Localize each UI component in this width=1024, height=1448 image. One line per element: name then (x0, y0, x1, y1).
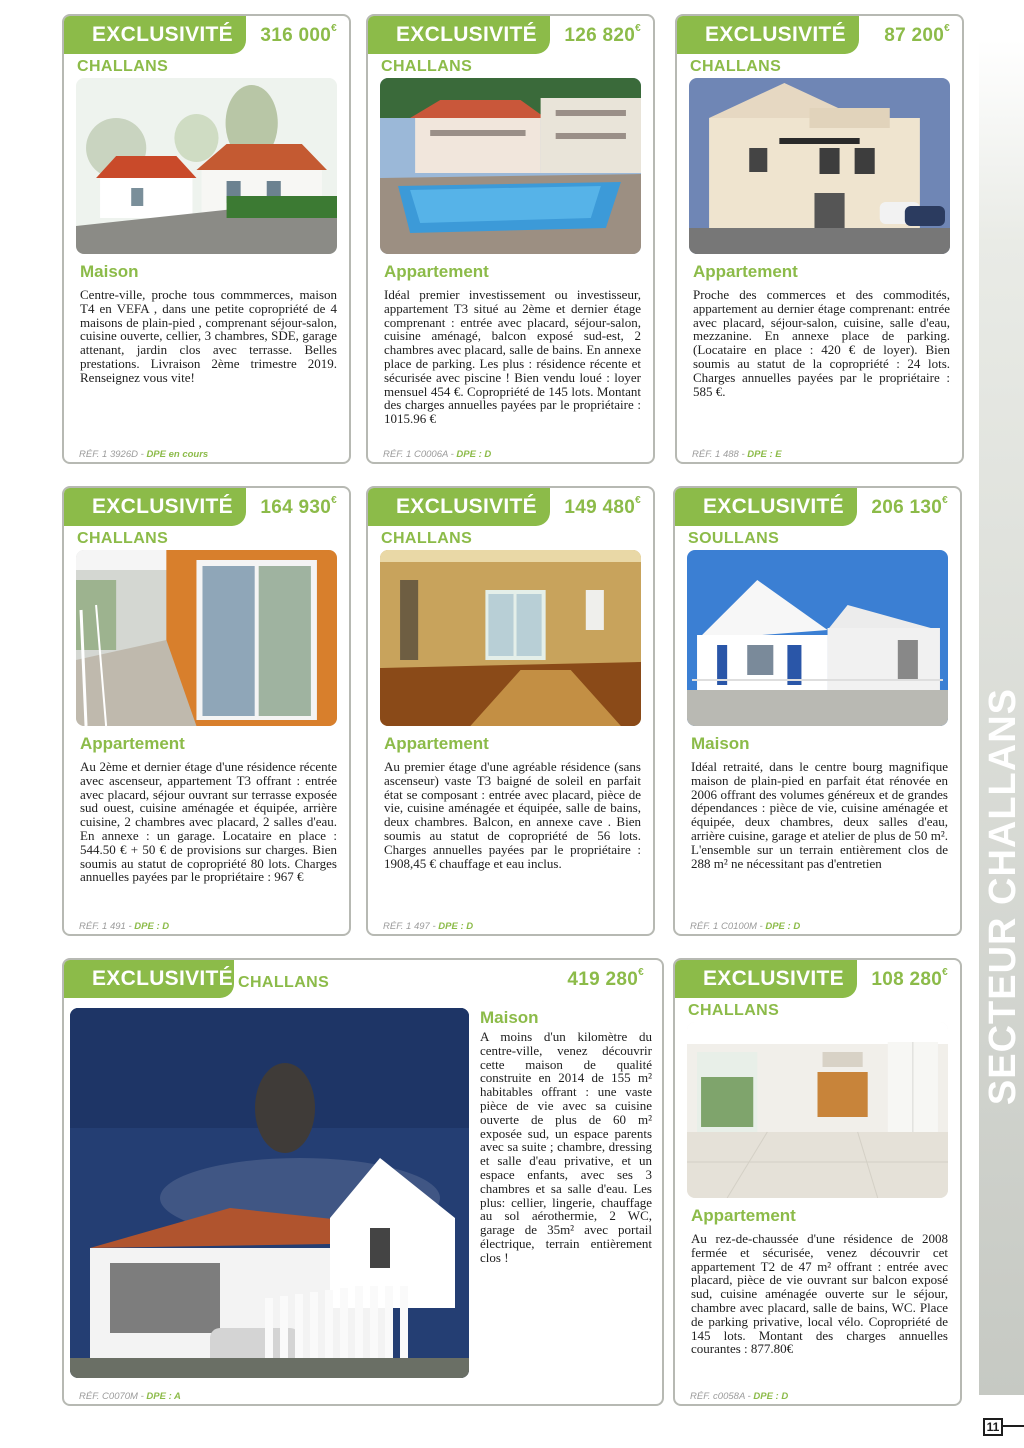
listing-card[interactable] (62, 486, 351, 936)
property-type: Appartement (691, 1206, 796, 1225)
listing-ref: RÉF. 1 488 - DPE : E (692, 449, 782, 460)
property-type: Maison (480, 1008, 539, 1027)
listing-price: 316 000€ (260, 23, 337, 46)
listing-description: Idéal premier investissement ou investisseur, appartement T3 situé au 2ème et dernier étage comprenant : entrée avec placard, séjour-salon, cuisine aménagé, balcon exposé sud-est, 2 chambres avec placard, salle de bains. En annexe place de parking. Les plus : résidence récente et sécurisée avec piscine ! Bien vendu loué : loyer mensuel 454 €. Copropriété de 145 lots. Montant des charges annuelles payées par le propriétaire : 1015.96 € (384, 287, 641, 427)
exclusivity-tag: EXCLUSIVITÉ (677, 16, 859, 54)
listing-price: 419 280€ (567, 967, 644, 990)
property-type: Maison (691, 734, 750, 753)
property-type: Appartement (693, 262, 798, 281)
listing-photo[interactable] (76, 550, 337, 726)
property-type: Appartement (384, 734, 489, 753)
listing-description: Au premier étage d'une agréable résidence (sans ascenseur) vaste T3 baigné de soleil en parfait état se composant : entrée avec placard, pièce de vie, cuisine aménagée et équipée, salle de bains, deux chambres. Balcon, en annexe cave . Bien soumis au statut de copropriété de 56 lots. Charges annuelles payées par le propriétaire : 1908,45 € chauffage et eau inclus. (384, 759, 641, 871)
listing-description: A moins d'un kilomètre du centre-ville, venez découvrir cette maison de qualité construite en 2014 de 155 m² habitables offrant : une vaste pièce de vie avec sa cuisine ouverte de plus de 60 m² exposée sud, un espace parents avec sa suite ; chambre, dressing et salle d'eau privative, et un espace enfants, avec ses 3 chambres et sa salle d'eau. Les plus: cellier, lingerie, chauffage au sol aérothermie, 2 WC, garage de 35m² avec portail électrique, terrain entièrement clos ! (480, 1029, 652, 1265)
listing-card[interactable] (366, 14, 655, 464)
listing-city: CHALLANS (381, 530, 473, 547)
listing-ref: RÉF. C0070M - DPE : A (79, 1391, 181, 1402)
listing-price: 164 930€ (260, 495, 337, 518)
listing-card[interactable] (673, 958, 962, 1406)
listing-description: Au rez-de-chaussée d'une résidence de 2008 fermée et sécurisée, venez découvrir cet appartement T2 de 47 m² offrant : entrée avec placard, pièce de vie ouvrant sur balcon exposé sud, cuisine aménagée ouverte sur le séjour, chambre avec placard, salle de bains, WC. Place de parking privative, local vélo. Copropriété de 145 lots. Montant des charges annuelles courantes : 877.80€ (691, 1231, 948, 1357)
listing-ref: RÉF. 1 C0006A - DPE : D (383, 449, 492, 460)
listing-price: 206 130€ (871, 495, 948, 518)
listing-photo[interactable] (76, 78, 337, 254)
listing-ref: RÉF. 1 497 - DPE : D (383, 921, 474, 932)
listing-price: 126 820€ (564, 23, 641, 46)
listing-city: SOULLANS (688, 530, 780, 547)
listing-photo[interactable] (687, 550, 948, 726)
exclusivity-tag: EXCLUSIVITÉ (64, 16, 246, 54)
listing-city: CHALLANS (381, 58, 473, 75)
listing-city: CHALLANS (688, 1002, 780, 1019)
listing-description: Proche des commerces et des commodités, appartement au dernier étage comprenant: entrée avec placard, séjour-salon, cuisine, salle d'eau, mezzanine. En annexe place de parking. (Locataire en place : 420 € de loyer). Bien soumis au statut de la copropriété : 24 lots. Charges annuelles payées par le propriétaire : 585 €. (693, 287, 950, 399)
listing-ref: RÉF. c0058A - DPE : D (690, 1391, 789, 1402)
listing-city: CHALLANS (238, 974, 330, 991)
listing-card[interactable] (62, 14, 351, 464)
property-type: Maison (80, 262, 139, 281)
listing-description: Centre-ville, proche tous commmerces, maison T4 en VEFA , dans une petite copropriété de 4 maisons de plain-pied , comprenant séjour-salon, cuisine ouverte, cellier, 3 chambres, SDE, garage attenant, jardin clos avec terrasse. Belles prestations. Livraison 2ème trimestre 2019. Renseignez vous vite! (80, 287, 337, 385)
listing-photo[interactable] (380, 550, 641, 726)
listing-photo[interactable] (380, 78, 641, 254)
listing-city: CHALLANS (690, 58, 782, 75)
sidebar-title: SECTEUR CHALLANS (982, 688, 1024, 1106)
exclusivity-tag: EXCLUSIVITÉ (64, 960, 234, 998)
listing-price: 149 480€ (564, 495, 641, 518)
listing-city: CHALLANS (77, 530, 169, 547)
page-number-rule (1003, 1425, 1024, 1427)
exclusivity-tag: EXCLUSIVITE (675, 960, 857, 998)
listing-card[interactable] (675, 14, 964, 464)
listing-photo[interactable] (687, 1022, 948, 1198)
listing-ref: RÉF. 1 3926D - DPE en cours (79, 449, 209, 460)
property-type: Appartement (80, 734, 185, 753)
listing-ref: RÉF. 1 491 - DPE : D (79, 921, 170, 932)
listing-description: Idéal retraité, dans le centre bourg magnifique maison de plain-pied en parfait état rénovée en 2006 offrant des volumes généreux et de grandes dépendances : pièce de vie, cuisine aménagée et équipée, deux chambres, deux salles d'eau, arrière cuisine, garage et atelier de plus de 50 m². L'ensemble sur un terrain entièrement clos de 288 m² ne nécessitant pas d'entretien (691, 759, 948, 871)
listing-card[interactable] (366, 486, 655, 936)
listing-description: Au 2ème et dernier étage d'une résidence récente avec ascenseur, appartement T3 offrant : entrée avec placard, séjour ouvrant sur terrasse exposée sud ouest, cuisine aménagée et équipée, arrière cuisine, 2 chambres avec placard, 2 salles d'eau. En annexe : un garage. Locataire en place : 544.50 € + 50 € de provisions sur charges. Bien soumis au statut de copropriété 80 lots. Charges annuelles payées par le propriétaire : 967 € (80, 759, 337, 885)
listing-photo[interactable] (689, 78, 950, 254)
exclusivity-tag: EXCLUSIVITÉ (368, 488, 550, 526)
listing-city: CHALLANS (77, 58, 169, 75)
property-type: Appartement (384, 262, 489, 281)
listing-price: 108 280€ (871, 967, 948, 990)
exclusivity-tag: EXCLUSIVITÉ (368, 16, 550, 54)
listing-card[interactable] (62, 958, 664, 1406)
listing-photo[interactable] (70, 1008, 469, 1378)
exclusivity-tag: EXCLUSIVITÉ (675, 488, 857, 526)
listing-price: 87 200€ (884, 23, 950, 46)
exclusivity-tag: EXCLUSIVITÉ (64, 488, 246, 526)
listing-ref: RÉF. 1 C0100M - DPE : D (690, 921, 801, 932)
page-number: 11 (983, 1418, 1003, 1436)
listing-card[interactable] (673, 486, 962, 936)
